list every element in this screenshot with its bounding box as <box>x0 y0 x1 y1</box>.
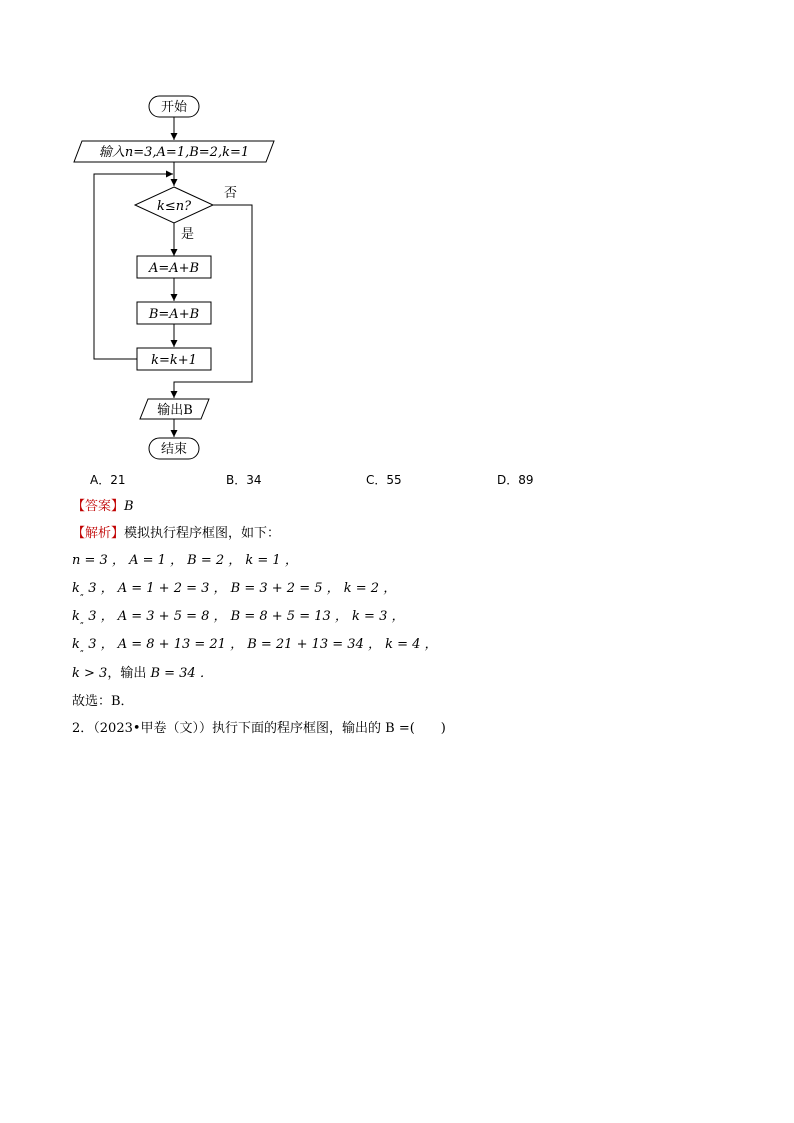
end-label: 结束 <box>160 442 188 457</box>
output-label: 输出B <box>157 403 193 418</box>
answer-label: 【答案】 <box>72 499 125 514</box>
analysis-heading <box>72 525 280 543</box>
condition-label: k≤n? <box>156 199 192 214</box>
step1-label: A=A+B <box>148 261 200 276</box>
analysis-line-1: n = 3 ， A = 1 ， B = 2 ， k = 1 ， <box>72 553 298 568</box>
option-c: C．55 <box>366 473 402 487</box>
flowchart-diagram <box>0 0 794 470</box>
option-b: B．34 <box>226 473 262 487</box>
analysis-label: 【解析】 <box>72 526 125 541</box>
option-d: D．89 <box>497 473 534 487</box>
option-a: A．21 <box>90 473 126 487</box>
step3-label: k=k+1 <box>151 353 197 368</box>
yes-label: 是 <box>181 227 195 242</box>
step2-label: B=A+B <box>148 307 200 322</box>
analysis-line-5: k > 3，输出 B = 34 ． <box>72 666 213 681</box>
next-question: 2．（2023•甲卷（文））执行下面的程序框图，输出的 B =( ) <box>72 721 446 736</box>
conclusion: 故选：B． <box>72 694 134 709</box>
analysis-line-2: $k_„$ 3 ， A = 1 + 2 = 3 ， B = 3 + 2 = 5 ， k = 2 ， <box>72 581 397 597</box>
analysis-line-4: $k_„$ 3 ， A = 8 + 13 = 21 ， B = 21 + 13 = 34 ， k = 4 ， <box>72 637 438 653</box>
answer-line <box>72 498 134 516</box>
analysis-intro: 模拟执行程序框图，如下： <box>124 526 281 541</box>
no-label: 否 <box>224 186 238 201</box>
analysis-line-3: $k_„$ 3 ， A = 3 + 5 = 8 ， B = 8 + 5 = 13 ， k = 3 ， <box>72 609 405 625</box>
answer-value: B <box>124 499 134 514</box>
input-label: 输入n=3,A=1,B=2,k=1 <box>98 145 250 160</box>
start-label: 开始 <box>160 100 188 115</box>
